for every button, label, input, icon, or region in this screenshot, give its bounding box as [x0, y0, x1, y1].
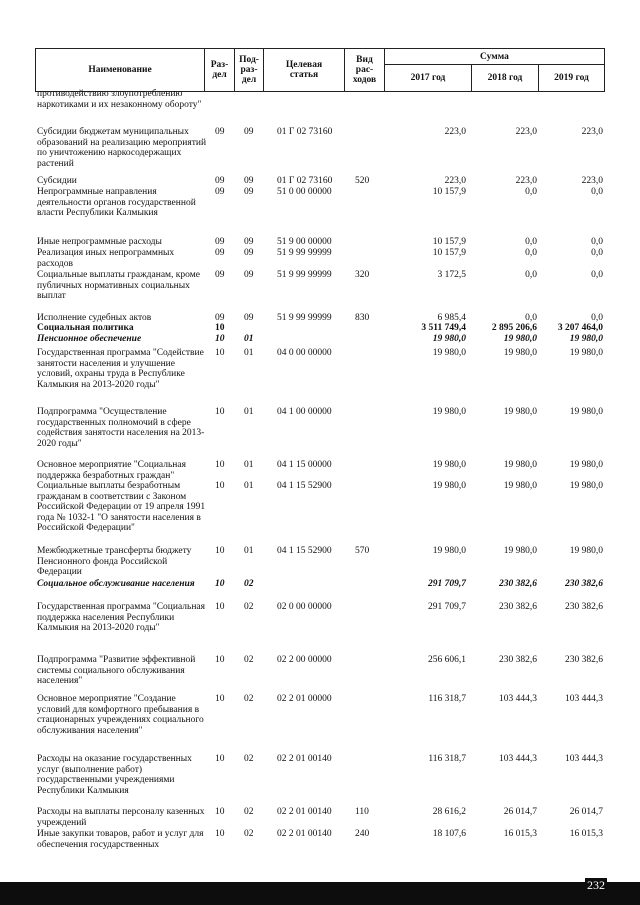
row-razdel: 10 — [215, 323, 225, 333]
row-sum-2017: 28 616,2 — [432, 807, 466, 817]
row-target: 51 9 99 99999 — [277, 270, 332, 280]
row-sum-2017: 6 985,4 — [437, 313, 466, 323]
row-sum-2019: 3 207 464,0 — [557, 323, 603, 333]
row-sum-2019: 19 980,0 — [569, 407, 603, 417]
row-target: 04 1 15 52900 — [277, 546, 332, 556]
row-sum-2019: 223,0 — [581, 176, 603, 186]
row-sum-2018: 16 015,3 — [503, 829, 537, 839]
row-target: 51 9 00 00000 — [277, 237, 332, 247]
row-name: Исполнение судебных актов — [37, 313, 152, 323]
row-sum-2017: 223,0 — [444, 127, 466, 137]
row-sum-2019: 19 980,0 — [569, 460, 603, 470]
row-sum-2018: 0,0 — [525, 237, 537, 247]
row-sum-2018: 223,0 — [515, 127, 537, 137]
row-sum-2018: 230 382,6 — [499, 579, 537, 589]
row-podrazdel: 09 — [244, 176, 254, 186]
row-name: Подпрограмма "Развитие эффективной системы социального обслуживания населения" — [37, 655, 196, 687]
row-sum-2018: 103 444,3 — [499, 754, 537, 764]
row-sum-2019: 0,0 — [591, 248, 603, 258]
row-sum-2019: 230 382,6 — [565, 602, 603, 612]
row-vid: 110 — [355, 807, 369, 817]
row-razdel: 09 — [215, 176, 225, 186]
row-name: Субсидии — [37, 176, 77, 186]
row-name: Субсидии бюджетам муниципальных образований на реализацию мероприятий по уничтожению наркосодержащих растений — [37, 127, 207, 169]
row-sum-2017: 291 709,7 — [428, 579, 466, 589]
row-razdel: 10 — [215, 579, 225, 589]
row-name: Основное мероприятие "Социальная поддержка безработных граждан" — [37, 460, 186, 481]
row-target: 02 2 01 00140 — [277, 754, 332, 764]
row-sum-2019: 19 980,0 — [569, 348, 603, 358]
row-razdel: 10 — [215, 754, 225, 764]
row-sum-2017: 116 318,7 — [428, 754, 466, 764]
row-sum-2017: 18 107,6 — [432, 829, 466, 839]
row-sum-2019: 103 444,3 — [565, 694, 603, 704]
row-razdel: 10 — [215, 481, 225, 491]
row-name: Расходы на выплаты персоналу казенных учреждений — [37, 807, 205, 828]
row-sum-2019: 19 980,0 — [569, 334, 603, 344]
row-sum-2018: 0,0 — [525, 270, 537, 280]
row-razdel: 09 — [215, 237, 225, 247]
row-razdel: 10 — [215, 460, 225, 470]
row-name: Социальная политика — [37, 323, 134, 333]
row-sum-2019: 19 980,0 — [569, 481, 603, 491]
row-podrazdel: 09 — [244, 237, 254, 247]
row-vid: 520 — [355, 176, 370, 186]
row-sum-2018: 0,0 — [525, 187, 537, 197]
row-sum-2018: 19 980,0 — [503, 407, 537, 417]
row-podrazdel: 01 — [244, 407, 254, 417]
row-razdel: 09 — [215, 187, 225, 197]
row-vid: 240 — [355, 829, 370, 839]
row-sum-2018: 223,0 — [515, 176, 537, 186]
row-sum-2018: 2 895 206,6 — [491, 323, 537, 333]
header-vid: Вид рас- ходов — [344, 48, 385, 92]
scan-bottom-bar — [0, 882, 640, 905]
header-2017: 2017 год — [384, 64, 472, 92]
row-target: 51 9 99 99999 — [277, 248, 332, 258]
row-target: 04 0 00 00000 — [277, 348, 332, 358]
row-razdel: 09 — [215, 270, 225, 280]
row-target: 02 2 00 00000 — [277, 655, 332, 665]
row-podrazdel: 09 — [244, 270, 254, 280]
row-razdel: 10 — [215, 546, 225, 556]
row-razdel: 10 — [215, 407, 225, 417]
row-razdel: 09 — [215, 313, 225, 323]
row-podrazdel: 01 — [244, 481, 254, 491]
row-sum-2019: 103 444,3 — [565, 754, 603, 764]
row-sum-2017: 3 511 749,4 — [421, 323, 466, 333]
row-sum-2018: 230 382,6 — [499, 655, 537, 665]
row-podrazdel: 01 — [244, 546, 254, 556]
row-target: 51 9 99 99999 — [277, 313, 332, 323]
row-sum-2018: 19 980,0 — [503, 460, 537, 470]
row-sum-2019: 26 014,7 — [569, 807, 603, 817]
row-sum-2019: 223,0 — [581, 127, 603, 137]
row-razdel: 09 — [215, 127, 225, 137]
row-podrazdel: 02 — [244, 807, 254, 817]
row-name: Иные закупки товаров, работ и услуг для обеспечения государственных — [37, 829, 204, 850]
row-sum-2018: 0,0 — [525, 313, 537, 323]
header-podrazdel: Под- раз- дел — [234, 48, 264, 92]
row-podrazdel: 02 — [244, 579, 254, 589]
row-name: Основное мероприятие "Создание условий для комфортного пребывания в стационарных учреждениях социального обслуживания населения" — [37, 694, 204, 736]
row-sum-2017: 19 980,0 — [432, 348, 466, 358]
row-sum-2017: 256 606,1 — [428, 655, 466, 665]
row-sum-2019: 19 980,0 — [569, 546, 603, 556]
row-target: 04 1 00 00000 — [277, 407, 332, 417]
row-razdel: 10 — [215, 655, 225, 665]
row-vid: 830 — [355, 313, 370, 323]
row-sum-2017: 223,0 — [444, 176, 466, 186]
row-sum-2018: 230 382,6 — [499, 602, 537, 612]
row-sum-2017: 19 980,0 — [432, 481, 466, 491]
row-name: Государственная программа "Содействие занятости населения и улучшение условий, охраны труда в Республике Калмыкия на 2013-2020 годы" — [37, 348, 204, 390]
row-podrazdel: 09 — [244, 187, 254, 197]
row-sum-2018: 19 980,0 — [503, 481, 537, 491]
row-sum-2017: 10 157,9 — [432, 248, 466, 258]
row-sum-2018: 19 980,0 — [503, 348, 537, 358]
row-sum-2019: 16 015,3 — [569, 829, 603, 839]
row-podrazdel: 02 — [244, 602, 254, 612]
header-name: Наименование — [35, 48, 205, 92]
header-sum: Сумма — [384, 48, 605, 65]
row-name: Государственная программа "Социальная поддержка населения Республики Калмыкия на 2013-2020 годы" — [37, 602, 206, 634]
row-podrazdel: 01 — [244, 348, 254, 358]
row-target: 04 1 15 00000 — [277, 460, 332, 470]
row-sum-2018: 19 980,0 — [503, 546, 537, 556]
row-sum-2018: 26 014,7 — [503, 807, 537, 817]
row-sum-2018: 103 444,3 — [499, 694, 537, 704]
row-name: Иные непрограммные расходы — [37, 237, 162, 247]
row-sum-2017: 19 980,0 — [432, 546, 466, 556]
row-razdel: 10 — [215, 807, 225, 817]
row-sum-2017: 19 980,0 — [432, 460, 466, 470]
row-name: Социальные выплаты гражданам, кроме публичных нормативных социальных выплат — [37, 270, 200, 302]
row-vid: 320 — [355, 270, 370, 280]
row-razdel: 10 — [215, 348, 225, 358]
row-razdel: 10 — [215, 334, 225, 344]
row-razdel: 09 — [215, 248, 225, 258]
row-sum-2017: 10 157,9 — [432, 237, 466, 247]
row-razdel: 10 — [215, 602, 225, 612]
row-podrazdel: 02 — [244, 829, 254, 839]
row-sum-2017: 116 318,7 — [428, 694, 466, 704]
row-sum-2018: 0,0 — [525, 248, 537, 258]
row-target: 01 Г 02 73160 — [277, 176, 333, 186]
row-target: 04 1 15 52900 — [277, 481, 332, 491]
row-name: Реализация иных непрограммных расходов — [37, 248, 175, 269]
page-number: 232 — [587, 878, 605, 892]
row-target: 02 0 00 00000 — [277, 602, 332, 612]
row-name: Подпрограмма "Осуществление государственных полномочий в сфере содействия занятости населения на 2013-2020 годы" — [37, 407, 205, 449]
row-name: Расходы на оказание государственных услуг (выполнение работ) государственными учреждениями Республики Калмыкия — [37, 754, 192, 796]
row-sum-2019: 0,0 — [591, 313, 603, 323]
row-sum-2019: 0,0 — [591, 187, 603, 197]
row-name: Пенсионное обеспечение — [37, 334, 142, 344]
row-name: Социальные выплаты безработным гражданам в соответствии с Законом Российской Федерации от 19 апреля 1991 года № 1032-1 "О занятости населения в Российской Федерации" — [37, 481, 206, 534]
row-sum-2017: 19 980,0 — [432, 334, 466, 344]
row-sum-2018: 19 980,0 — [503, 334, 537, 344]
row-sum-2019: 230 382,6 — [565, 579, 603, 589]
row-target: 02 2 01 00000 — [277, 694, 332, 704]
row-sum-2017: 3 172,5 — [437, 270, 466, 280]
header-2019: 2019 год — [538, 64, 605, 92]
row-sum-2017: 291 709,7 — [428, 602, 466, 612]
row-sum-2017: 19 980,0 — [432, 407, 466, 417]
header-target: Целевая статья — [263, 48, 345, 92]
row-podrazdel: 01 — [244, 460, 254, 470]
row-name: Социальное обслуживание населения — [37, 579, 195, 589]
row-name: противодействию злоупотреблению наркотиками и их незаконному обороту" — [37, 89, 202, 110]
row-sum-2017: 10 157,9 — [432, 187, 466, 197]
row-podrazdel: 02 — [244, 754, 254, 764]
row-sum-2019: 0,0 — [591, 270, 603, 280]
header-2018: 2018 год — [471, 64, 539, 92]
row-sum-2019: 0,0 — [591, 237, 603, 247]
row-target: 02 2 01 00140 — [277, 807, 332, 817]
row-target: 02 2 01 00140 — [277, 829, 332, 839]
row-podrazdel: 09 — [244, 313, 254, 323]
row-sum-2019: 230 382,6 — [565, 655, 603, 665]
row-razdel: 10 — [215, 694, 225, 704]
row-target: 01 Г 02 73160 — [277, 127, 333, 137]
row-podrazdel: 02 — [244, 694, 254, 704]
row-target: 51 0 00 00000 — [277, 187, 332, 197]
row-podrazdel: 01 — [244, 334, 254, 344]
row-vid: 570 — [355, 546, 370, 556]
row-name: Непрограммные направления деятельности органов государственной власти Республики Калмыкия — [37, 187, 196, 219]
row-podrazdel: 09 — [244, 248, 254, 258]
row-podrazdel: 09 — [244, 127, 254, 137]
row-name: Межбюджетные трансферты бюджету Пенсионного фонда Российской Федерации — [37, 546, 192, 578]
row-podrazdel: 02 — [244, 655, 254, 665]
header-razdel: Раз- дел — [204, 48, 235, 92]
row-razdel: 10 — [215, 829, 225, 839]
table-header — [35, 48, 605, 92]
